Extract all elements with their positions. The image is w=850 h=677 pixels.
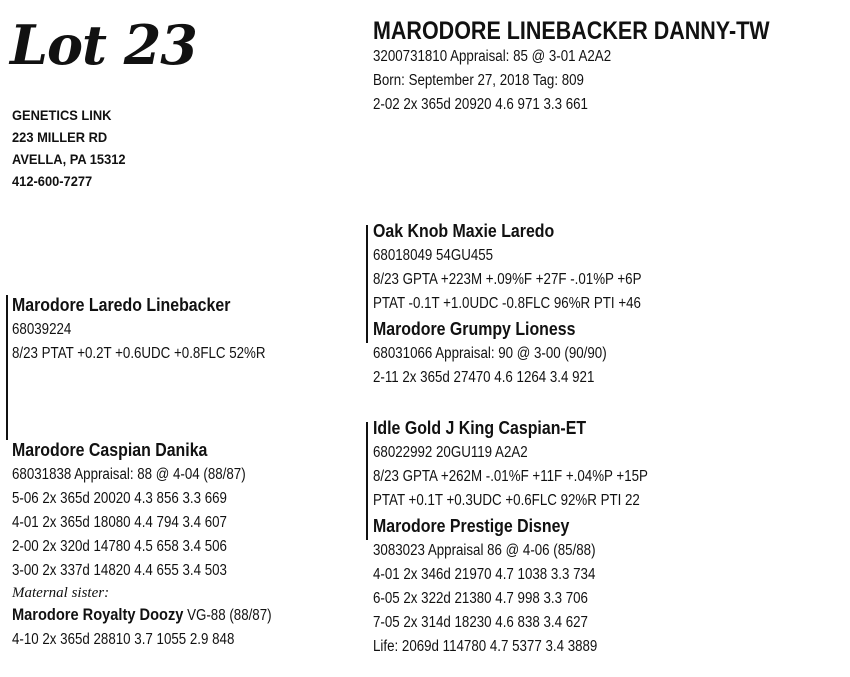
sire-bracket-line bbox=[366, 225, 368, 343]
sire-dam-name: Marodore Grumpy Lioness bbox=[373, 318, 576, 339]
dam-dam-record: 6-05 2x 322d 21380 4.7 998 3.3 706 bbox=[373, 590, 588, 607]
sire-sire-id: 68018049 54GU455 bbox=[373, 247, 494, 264]
sire-sire-block bbox=[373, 218, 685, 316]
maternal-sister-record: 4-10 2x 365d 28810 3.7 1055 2.9 848 bbox=[12, 631, 235, 648]
dam-dam-record: 7-05 2x 314d 18230 4.6 838 3.4 627 bbox=[373, 614, 588, 631]
sire-dam-record: 2-11 2x 365d 27470 4.6 1264 3.4 921 bbox=[373, 369, 595, 386]
maternal-sister-line bbox=[12, 603, 272, 628]
dam-record: 4-01 2x 365d 18080 4.4 794 3.4 607 bbox=[12, 514, 227, 531]
consignor-address-line1: 223 MILLER RD bbox=[12, 129, 108, 145]
parents-bracket-line bbox=[6, 295, 8, 440]
dam-dam-name: Marodore Prestige Disney bbox=[373, 515, 570, 536]
bull-name: MARODORE LINEBACKER DANNY-TW bbox=[373, 17, 770, 45]
sire-id: 68039224 bbox=[12, 321, 72, 338]
dam-block bbox=[12, 437, 314, 652]
dam-dam-record: 4-01 2x 346d 21970 4.7 1038 3.3 734 bbox=[373, 566, 596, 583]
maternal-sister-name: Marodore Royalty Doozy bbox=[12, 605, 184, 624]
sire-dam-block bbox=[373, 316, 645, 390]
sire-sire-gpta: 8/23 GPTA +223M +.09%F +27F -.01%P +6P bbox=[373, 271, 642, 288]
sire-sire-ptat: PTAT -0.1T +1.0UDC -0.8FLC 96%R PTI +46 bbox=[373, 295, 641, 312]
dam-record: 5-06 2x 365d 20020 4.3 856 3.3 669 bbox=[12, 490, 227, 507]
lot-number: Lot 23 bbox=[10, 13, 197, 77]
dam-dam-block bbox=[373, 513, 634, 659]
dam-sire-block bbox=[373, 415, 693, 513]
consignor-phone: 412-600-7277 bbox=[12, 173, 93, 189]
bull-record: 2-02 2x 365d 20920 4.6 971 3.3 661 bbox=[373, 96, 588, 113]
dam-id-appraisal: 68031838 Appraisal: 88 @ 4-04 (88/87) bbox=[12, 466, 246, 483]
dam-sire-name: Idle Gold J King Caspian-ET bbox=[373, 417, 587, 438]
maternal-sister-score: VG-88 (88/87) bbox=[183, 607, 272, 624]
consignor-info bbox=[12, 104, 135, 192]
dam-sire-ptat: PTAT +0.1T +0.3UDC +0.6FLC 92%R PTI 22 bbox=[373, 492, 640, 509]
bull-id-appraisal: 3200731810 Appraisal: 85 @ 3-01 A2A2 bbox=[373, 48, 612, 65]
bull-born-tag: Born: September 27, 2018 Tag: 809 bbox=[373, 72, 584, 89]
sire-block bbox=[12, 292, 307, 366]
dam-sire-gpta: 8/23 GPTA +262M -.01%F +11F +.04%P +15P bbox=[373, 468, 648, 485]
dam-bracket-line bbox=[366, 422, 368, 540]
dam-record: 3-00 2x 337d 14820 4.4 655 3.4 503 bbox=[12, 562, 227, 579]
sire-dam-id-appraisal: 68031066 Appraisal: 90 @ 3-00 (90/90) bbox=[373, 345, 607, 362]
sire-name: Marodore Laredo Linebacker bbox=[12, 294, 231, 315]
consignor-name: GENETICS LINK bbox=[12, 107, 112, 123]
dam-dam-id-appraisal: 3083023 Appraisal 86 @ 4-06 (85/88) bbox=[373, 542, 596, 559]
maternal-sister-label: Maternal sister: bbox=[12, 585, 110, 601]
dam-dam-lifetime-record: Life: 2069d 114780 4.7 5377 3.4 3889 bbox=[373, 638, 598, 655]
consignor-address-line2: AVELLA, PA 15312 bbox=[12, 151, 126, 167]
sire-sire-name: Oak Knob Maxie Laredo bbox=[373, 220, 555, 241]
dam-name: Marodore Caspian Danika bbox=[12, 439, 208, 460]
dam-record: 2-00 2x 320d 14780 4.5 658 3.4 506 bbox=[12, 538, 227, 555]
sire-ptat: 8/23 PTAT +0.2T +0.6UDC +0.8FLC 52%R bbox=[12, 345, 266, 362]
dam-sire-id: 68022992 20GU119 A2A2 bbox=[373, 444, 528, 461]
bull-info bbox=[373, 45, 650, 117]
